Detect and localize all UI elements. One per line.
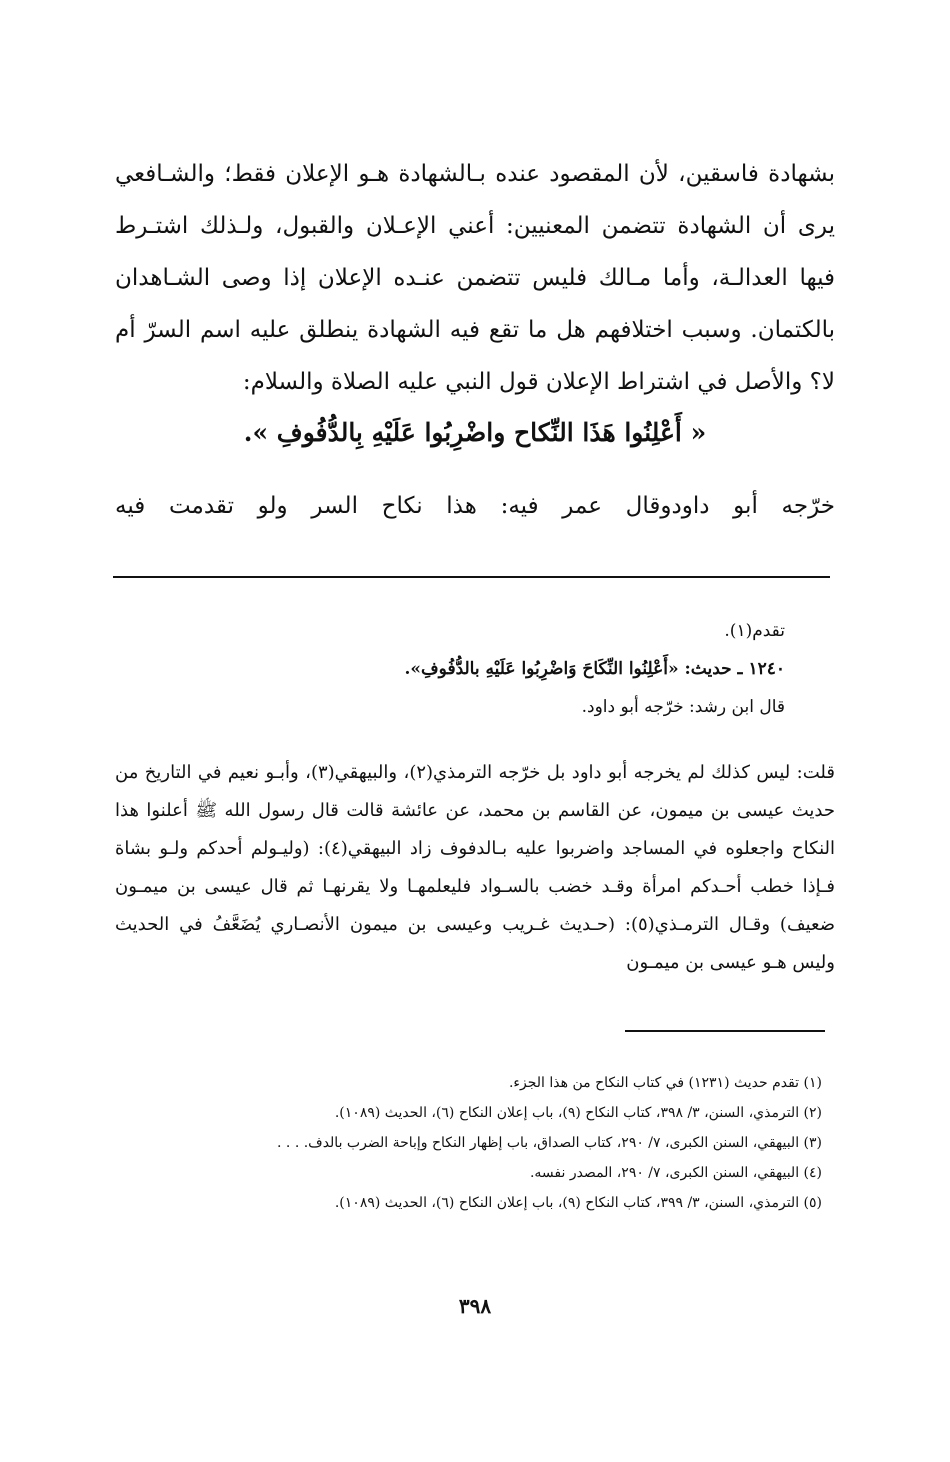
narration-line: خرّجه أبو داودوقال عمر فيه: هذا نكاح السر ولو تقدمت فيه [115,493,835,519]
footnote-divider [625,1030,825,1032]
commentary-line-3: قال ابن رشد: خرّجه أبو داود. [581,697,785,717]
main-text-block [115,148,835,408]
main-paragraph: بشهادة فاسقين، لأن المقصود عنده بـالشهادة هـو الإعلان فقط؛ والشـافعي يرى أن الشهادة تتضمن المعنيين: أعني الإعـلان والقبول، ولـذلك اشتـرط فيها العدالـة، وأما مـالك فليس تتضمن عنـده الإعلان إذا وصى الشـاهدان بالكتمان. وسبب اختلافهم هل ما تقع فيه الشهادة ينطلق عليه اسم السرّ أم لا؟ والأصل في اشتراط الإعلان قول النبي عليه الصلاة والسلام: [115,161,835,395]
commentary-paragraph: قلت: ليس كذلك لم يخرجه أبو داود بل خرّجه الترمذي(٢)، والبيهقي(٣)، وأبـو نعيم في التاريخ من حديث عيسى بن ميمون، عن القاسم بن محمد، عن عائشة قالت قال رسول الله ﷺ أعلنوا هذا النكاح واجعلوه في المساجد واضربوا عليه بـالدفوف زاد البيهقي(٤): (وليـولم أحدكم ولـو بشاة فـإذا خطب أحـدكم امرأة وقـد خضب بالسـواد فليعلمهـا ولا يقرنهـا ثم قال عيسى بن ميمـون ضعيف) وقـال الترمـذي(٥): (حـديث غـريب وعيسى بن ميمون الأنصـاري يُضَعَّفُ في الحديث وليس هـو عيسى بن ميمـون [115,762,835,973]
page-number: ٣٩٨ [458,1294,492,1318]
footnote: (٤) البيهقي، السنن الكبرى، ٧/ ٢٩٠، المصدر نفسه. [529,1165,822,1181]
section-divider [113,576,830,578]
footnote: (٢) الترمذي، السنن، ٣/ ٣٩٨، كتاب النكاح (٩)، باب إعلان النكاح (٦)، الحديث (١٠٨٩). [334,1105,822,1121]
footnote: (٣) البيهقي، السنن الكبرى، ٧/ ٢٩٠، كتاب الصداق، باب إظهار النكاح وإباحة الضرب بالدف. . . . [277,1135,822,1151]
hadith-quote: « أَعْلِنُوا هَذَا النِّكاح واضْرِبُوا عَلَيْهِ بِالدُّفُوفِ ». [243,418,707,447]
footnote: (١) تقدم حديث (١٢٣١) في كتاب النكاح من هذا الجزء. [508,1075,822,1091]
commentary-line-1: تقدم(١). [724,621,785,641]
footnote: (٥) الترمذي، السنن، ٣/ ٣٩٩، كتاب النكاح (٩)، باب إعلان النكاح (٦)، الحديث (١٠٨٩). [334,1195,822,1211]
footnotes [122,1068,822,1218]
hadith-heading: ١٢٤٠ ـ حديث: «أَعْلِنُوا النِّكَاحَ وَاضْرِبُوا عَلَيْهِ بالدُّفُوفِ». [404,659,785,679]
commentary-header [125,612,785,726]
